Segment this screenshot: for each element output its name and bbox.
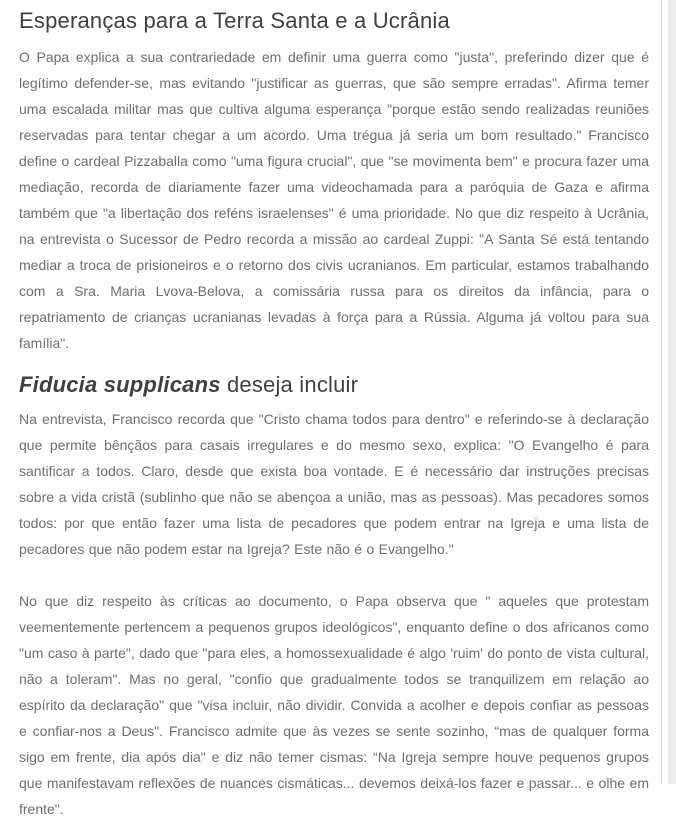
article-paragraph-3: No que diz respeito às críticas ao documento, o Papa observa que " aqueles que protestam veementemente pertencem a pequenos grupos ideológicos", enquanto define o dos africanos como "um caso à parte", dado que "para eles, a homossexualidade é algo 'ruim' do ponto de vista cultural, não a toleram". Mas no geral, "confio que gradualmente todos se tranquilizem em relação ao espírito da declaração" que "visa incluir, não dividir. Convida a acolher e depois confiar as pessoas e confiar-nos a Deus". Francisco admite que às vezes se sente sozinho, “mas de qualquer forma sigo em frente, dia após dia" e diz não temer cismas: “Na Igreja sempre houve pequenos grupos que manifestavam reflexões de nuances cismáticas... devemos deixá-los fazer e passar... e olhe em frente". [19,593,649,817]
article-title: Esperanças para a Terra Santa e a Ucrânia [19,8,450,33]
section-heading-latin-title: Fiducia supplicans [19,372,221,397]
article-content [19,0,649,822]
section-heading [19,371,649,399]
article-paragraph-2: Na entrevista, Francisco recorda que "Cristo chama todos para dentro" e referindo-se à declaração que permite bênçãos para casais irregulares e do mesmo sexo, explica: "O Evangelho é para santificar a todos. Claro, desde que exista boa vontade. E é necessário dar instruções precisas sobre a vida cristã (sublinho que não se abençoa a união, mas as pessoas). Mas pecadores somos todos: por que então fazer uma lista de pecadores que podem entrar na Igreja e uma lista de pecadores que não podem estar na Igreja? Este não é o Evangelho." [19,411,649,557]
section-heading-rest: deseja incluir [220,372,359,397]
content-right-border [661,0,662,784]
scrollbar-track[interactable] [668,0,676,784]
article-paragraph-1: O Papa explica a sua contrariedade em definir uma guerra como "justa", preferindo dizer que é legítimo defender-se, mas evitando "justificar as guerras, que são sempre erradas". Afirma temer uma escalada militar mas que cultiva alguma esperança "porque estão sendo realizadas reuniões reservadas para tentar chegar a um acordo. Uma trégua já seria um bom resultado." Francisco define o cardeal Pizzaballa como "uma figura crucial", que "se movimenta bem" e procura fazer uma mediação, recorda de diariamente fazer uma videochamada para a paróquia de Gaza e afirma também que "a libertação dos reféns israelenses" é uma prioridade. No que diz respeito à Ucrânia, na entrevista o Sucessor de Pedro recorda a missão ao cardeal Zuppi: "A Santa Sé está tentando mediar a troca de prisioneiros e o retorno dos civis ucranianos. Em particular, estamos trabalhando com a Sra. Maria Lvova-Belova, a comissária russa para os direitos da infância, para o repatriamento de crianças ucranianas levadas à força para a Rússia. Alguma já voltou para sua família". [19,49,649,351]
